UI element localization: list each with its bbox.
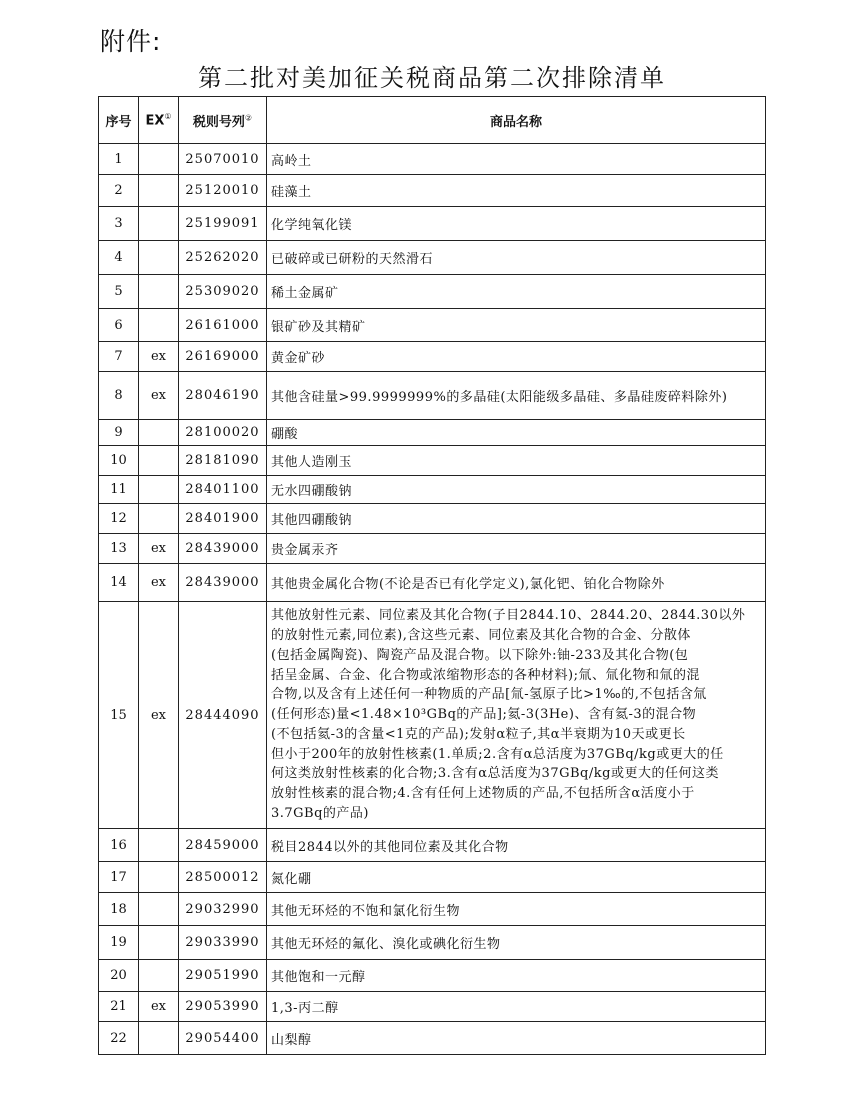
cell-no: 8 [99, 372, 139, 420]
cell-code: 28439000 [179, 564, 267, 602]
cell-name: 黄金矿砂 [267, 342, 766, 372]
footnote-mark-1: ① [164, 111, 172, 121]
table-row [99, 504, 766, 534]
table-row [99, 534, 766, 564]
footnote-mark-2: ② [244, 113, 253, 123]
table-row [99, 862, 766, 893]
name-line: (任何形态)量<1.48×10³GBq的产品];氦-3(3He)、含有氦-3的混合物 [271, 707, 697, 723]
name-line: 3.7GBq的产品) [271, 806, 370, 822]
name-line: 其他放射性元素、同位素及其化合物(子目2844.10、2844.20、2844.30以外 [271, 608, 746, 624]
cell-no: 6 [99, 309, 139, 342]
cell-code: 28439000 [179, 534, 267, 564]
table-row [99, 241, 766, 275]
cell-no: 1 [99, 144, 139, 175]
cell-no: 11 [99, 476, 139, 504]
cell-name: 其他贵金属化合物(不论是否已有化学定义),氯化钯、铂化合物除外 [267, 564, 766, 602]
cell-no: 18 [99, 893, 139, 926]
name-line: 但小于200年的放射性核素(1.单质;2.含有α总活度为37GBq/kg或更大的任 [271, 746, 724, 762]
table-row [99, 926, 766, 960]
cell-no: 2 [99, 175, 139, 207]
column-header-no: 序号 [99, 97, 139, 144]
cell-ex [139, 476, 179, 504]
cell-ex [139, 207, 179, 241]
cell-ex: ex [139, 564, 179, 602]
cell-name: 高岭土 [267, 144, 766, 175]
cell-ex: ex [139, 534, 179, 564]
cell-code: 26169000 [179, 342, 267, 372]
cell-ex [139, 175, 179, 207]
cell-name: 硅藻土 [267, 175, 766, 207]
name-line: 放射性核素的混合物;4.含有任何上述物质的产品,不包括所含α活度小于 [271, 786, 695, 802]
cell-no: 12 [99, 504, 139, 534]
cell-name: 银矿砂及其精矿 [267, 309, 766, 342]
cell-no: 14 [99, 564, 139, 602]
cell-ex [139, 960, 179, 992]
cell-ex [139, 504, 179, 534]
cell-no: 7 [99, 342, 139, 372]
cell-name: 其他无环烃的不饱和氯化衍生物 [267, 893, 766, 926]
cell-no: 19 [99, 926, 139, 960]
cell-code: 28444090 [179, 602, 267, 829]
document-title: 第二批对美加征关税商品第二次排除清单 [198, 64, 666, 92]
cell-name: 1,3-丙二醇 [267, 992, 766, 1022]
cell-no: 16 [99, 829, 139, 862]
cell-no: 15 [99, 602, 139, 829]
cell-no: 9 [99, 420, 139, 446]
cell-code: 25262020 [179, 241, 267, 275]
name-line: 合物,以及含有上述任何一种物质的产品[氚-氢原子比>1‰的,不包括含氚 [271, 687, 707, 703]
cell-code: 28100020 [179, 420, 267, 446]
cell-code: 28181090 [179, 446, 267, 476]
cell-name: 其他无环烃的氟化、溴化或碘化衍生物 [267, 926, 766, 960]
column-header-ex: EX① [139, 97, 179, 144]
cell-name: 已破碎或已研粉的天然滑石 [267, 241, 766, 275]
name-line: (包括金属陶瓷)、陶瓷产品及混合物。以下除外:铀-233及其化合物(包 [271, 647, 689, 663]
cell-ex [139, 829, 179, 862]
cell-ex [139, 420, 179, 446]
table-row [99, 207, 766, 241]
cell-code: 25120010 [179, 175, 267, 207]
cell-name: 无水四硼酸钠 [267, 476, 766, 504]
table-row [99, 446, 766, 476]
cell-name: 税目2844以外的其他同位素及其化合物 [267, 829, 766, 862]
table-row [99, 1022, 766, 1055]
cell-name: 山梨醇 [267, 1022, 766, 1055]
cell-ex: ex [139, 372, 179, 420]
cell-name [267, 602, 766, 829]
table-row [99, 829, 766, 862]
cell-ex [139, 446, 179, 476]
table-row [99, 602, 766, 829]
cell-no: 20 [99, 960, 139, 992]
name-line: (不包括氦-3的含量<1克的产品);发射α粒子,其α半衰期为10天或更长 [271, 726, 686, 742]
table-row [99, 564, 766, 602]
cell-code: 29032990 [179, 893, 267, 926]
table-row [99, 960, 766, 992]
table-row [99, 476, 766, 504]
name-line: 何这类放射性核素的化合物;3.含有α总活度为37GBq/kg或更大的任何这类 [271, 766, 719, 782]
cell-name: 其他饱和一元醇 [267, 960, 766, 992]
cell-no: 13 [99, 534, 139, 564]
cell-no: 3 [99, 207, 139, 241]
table-row [99, 992, 766, 1022]
cell-name: 化学纯氧化镁 [267, 207, 766, 241]
cell-ex [139, 309, 179, 342]
column-header-name: 商品名称 [267, 97, 766, 144]
table-header-row [99, 97, 766, 144]
cell-code: 29033990 [179, 926, 267, 960]
cell-no: 10 [99, 446, 139, 476]
cell-code: 28459000 [179, 829, 267, 862]
cell-code: 28401100 [179, 476, 267, 504]
cell-name: 其他含硅量>99.9999999%的多晶硅(太阳能级多晶硅、多晶硅废碎料除外) [267, 372, 766, 420]
cell-no: 22 [99, 1022, 139, 1055]
cell-name: 其他四硼酸钠 [267, 504, 766, 534]
cell-ex [139, 862, 179, 893]
cell-ex [139, 241, 179, 275]
table-row [99, 309, 766, 342]
column-header-code: 税则号列② [179, 97, 267, 144]
cell-no: 17 [99, 862, 139, 893]
cell-code: 28500012 [179, 862, 267, 893]
cell-name: 其他人造刚玉 [267, 446, 766, 476]
cell-ex: ex [139, 342, 179, 372]
cell-code: 29051990 [179, 960, 267, 992]
cell-code: 29054400 [179, 1022, 267, 1055]
cell-code: 25309020 [179, 275, 267, 309]
name-line: 括呈金属、合金、化合物或浓缩物形态的各种材料);氚、氚化物和氚的混 [271, 667, 700, 683]
cell-no: 21 [99, 992, 139, 1022]
cell-code: 28046190 [179, 372, 267, 420]
cell-code: 29053990 [179, 992, 267, 1022]
cell-ex: ex [139, 992, 179, 1022]
cell-no: 5 [99, 275, 139, 309]
cell-code: 25070010 [179, 144, 267, 175]
table-row [99, 175, 766, 207]
cell-code: 26161000 [179, 309, 267, 342]
table-row [99, 893, 766, 926]
table-row [99, 275, 766, 309]
cell-code: 25199091 [179, 207, 267, 241]
table-row [99, 372, 766, 420]
table-row [99, 144, 766, 175]
cell-name: 稀土金属矿 [267, 275, 766, 309]
cell-code: 28401900 [179, 504, 267, 534]
cell-no: 4 [99, 241, 139, 275]
cell-name: 硼酸 [267, 420, 766, 446]
cell-ex [139, 1022, 179, 1055]
cell-name: 贵金属汞齐 [267, 534, 766, 564]
attachment-label: 附件: [100, 27, 162, 56]
cell-name: 氮化硼 [267, 862, 766, 893]
table-row [99, 342, 766, 372]
cell-ex [139, 144, 179, 175]
table-row [99, 420, 766, 446]
cell-ex [139, 893, 179, 926]
exclusion-list-table [98, 96, 766, 1055]
cell-ex [139, 275, 179, 309]
name-line: 的放射性元素,同位素),含这些元素、同位素及其化合物的合金、分散体 [271, 627, 691, 643]
cell-ex: ex [139, 602, 179, 829]
cell-ex [139, 926, 179, 960]
